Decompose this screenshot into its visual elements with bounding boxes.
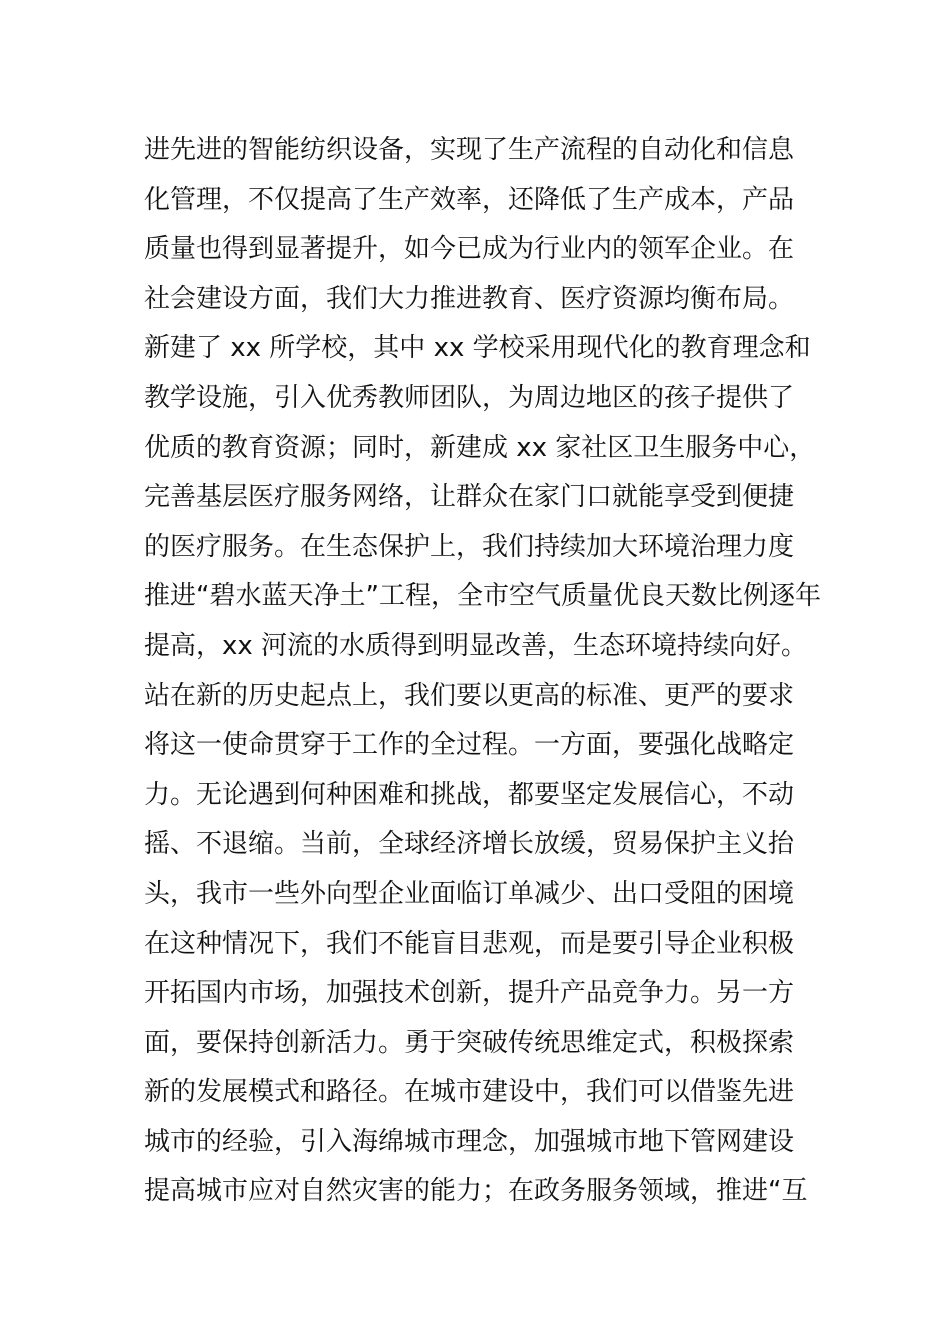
text-line: 教学设施，引入优秀教师团队，为周边地区的孩子提供了 xyxy=(144,382,795,413)
text-line: 头，我市一些外向型企业面临订单减少、出口受阻的困境 xyxy=(144,878,795,909)
text-line: 在这种情况下，我们不能盲目悲观，而是要引导企业积极 xyxy=(144,928,795,959)
text-line: 的医疗服务。在生态保护上，我们持续加大环境治理力度 xyxy=(144,531,795,562)
text-line: 新的发展模式和路径。在城市建设中，我们可以借鉴先进 xyxy=(144,1077,795,1108)
text-line: 面，要保持创新活力。勇于突破传统思维定式，积极探索 xyxy=(144,1027,795,1058)
text-line: 将这一使命贯穿于工作的全过程。一方面，要强化战略定 xyxy=(144,730,795,761)
text-line: 进先进的智能纺织设备，实现了生产流程的自动化和信息 xyxy=(144,135,795,165)
text-line: 推进“碧水蓝天净土”工程，全市空气质量优良天数比例逐年 xyxy=(144,581,821,612)
text-line: 提高城市应对自然灾害的能力；在政务服务领域，推进“互 xyxy=(144,1176,808,1207)
text-line: 化管理，不仅提高了生产效率，还降低了生产成本，产品 xyxy=(144,184,795,215)
text-line: 社会建设方面，我们大力推进教育、医疗资源均衡布局。 xyxy=(144,283,795,314)
text-line: 新建了 xx 所学校，其中 xx 学校采用现代化的教育理念和 xyxy=(144,333,811,364)
text-line: 城市的经验，引入海绵城市理念，加强城市地下管网建设 xyxy=(144,1126,795,1157)
body-text xyxy=(144,126,824,1217)
text-line: 摇、不退缩。当前，全球经济增长放缓，贸易保护主义抬 xyxy=(144,829,795,860)
text-line: 站在新的历史起点上，我们要以更高的标准、更严的要求 xyxy=(144,680,795,711)
text-line: 质量也得到显著提升，如今已成为行业内的领军企业。在 xyxy=(144,234,795,265)
text-line: 力。无论遇到何种困难和挑战，都要坚定发展信心，不动 xyxy=(144,779,795,810)
text-line: 完善基层医疗服务网络，让群众在家门口就能享受到便捷 xyxy=(144,482,795,513)
text-line: 开拓国内市场，加强技术创新，提升产品竞争力。另一方 xyxy=(144,978,795,1009)
text-line: 提高，xx 河流的水质得到明显改善，生态环境持续向好。 xyxy=(144,630,808,661)
text-line: 优质的教育资源；同时，新建成 xx 家社区卫生服务中心， xyxy=(144,432,816,463)
